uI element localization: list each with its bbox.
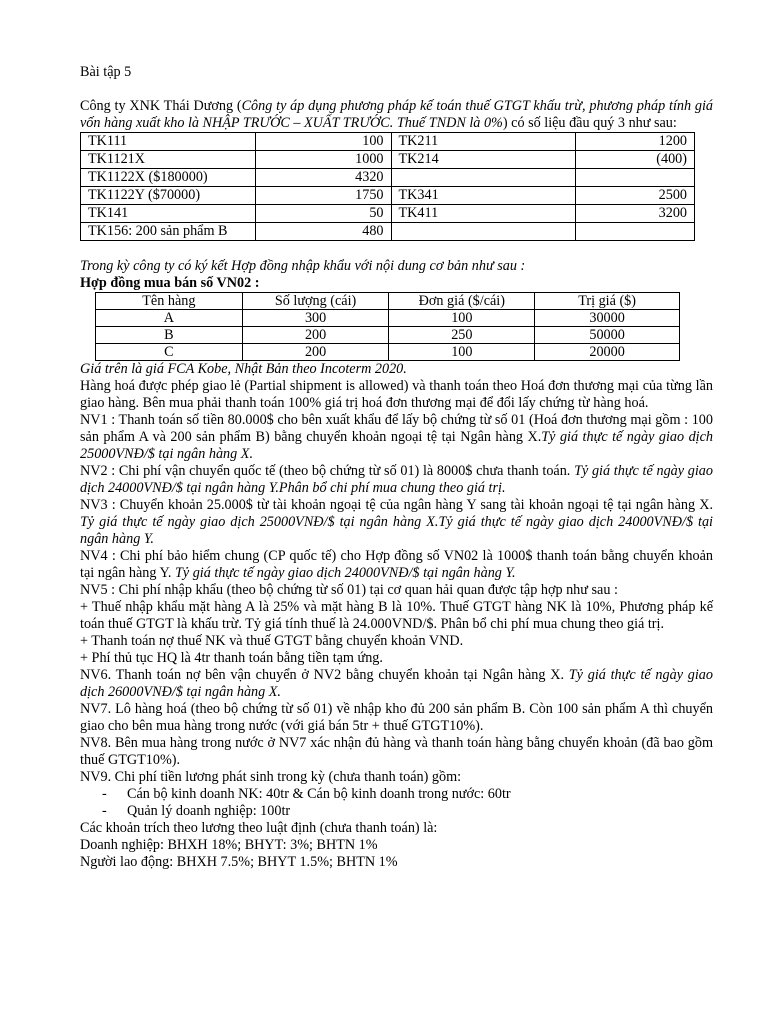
table-row [81, 187, 695, 205]
table-row [81, 133, 695, 151]
table-row [81, 205, 695, 223]
account-name: TK111 [81, 133, 256, 151]
list-item [80, 786, 713, 803]
nv1-rate: Tỷ giá thực tế ngày giao dịch 25000VNĐ/$ tại ngân hàng X. [80, 429, 713, 462]
account-value: 2500 [576, 187, 695, 205]
exercise-title: Bài tập 5 [80, 64, 132, 80]
nv4-text: NV4 : Chi phí bảo hiểm chung (CP quốc tế) cho Hợp đồng số VN02 là 1000$ thanh toán bằng chuyển khoản tại ngân hàng Y. [80, 548, 713, 581]
table-header-row [96, 293, 680, 310]
opening-balance-table [80, 132, 695, 241]
table-cell: 200 [242, 344, 389, 361]
table-cell: 20000 [535, 344, 680, 361]
account-value: 3200 [576, 205, 695, 223]
dash-bullet: - [102, 786, 107, 802]
account-value: 1200 [576, 133, 695, 151]
account-value [576, 223, 695, 241]
table-row [96, 344, 680, 361]
account-name: TK411 [391, 205, 576, 223]
account-name: TK156: 200 sản phẩm B [81, 223, 256, 241]
shipment-note: Hàng hoá được phép giao lẻ (Partial shipment is allowed) và thanh toán theo Hoá đơn thương mại của từng lần giao hàng. Bên mua phải thanh toán 100% giá trị hoá đơn thương mại để đổi lấy chứng từ hàng hoá. [80, 378, 713, 411]
table-cell: A [96, 310, 243, 327]
transaction-nv8: NV8. Bên mua hàng trong nước ở NV7 xác nhận đủ hàng và thanh toán hàng bằng chuyển khoản (đã bao gồm thuế GTGT10%). [80, 735, 713, 768]
nv5-import-tax: + Thuế nhập khẩu mặt hàng A là 25% và mặt hàng B là 10%. Thuế GTGT hàng NK là 10%, Phương pháp kế toán thuế GTGT là khấu trừ. Tỷ giá tính thuế là 24.000VND/$. Phân bổ chi phí mua chung theo giá trị. [80, 599, 713, 632]
nv3-rate: Tỷ giá thực tế ngày giao dịch 25000VNĐ/$ tại ngân hàng X.Tỷ giá thực tế ngày giao dịch 24000VNĐ/$ tại ngân hàng Y. [80, 514, 713, 547]
nv1-text: NV1 : Thanh toán số tiền 80.000$ cho bên xuất khẩu để lấy bộ chứng từ số 01 (Hoá đơn thương mại gồm : 100 sản phẩm A và 200 sản phẩm B) bằng chuyển khoản ngoại tệ tại Ngân hàng X. [80, 412, 713, 445]
table-cell: 30000 [535, 310, 680, 327]
deductions-heading: Các khoản trích theo lương theo luật định (chưa thanh toán) là: [80, 820, 438, 836]
nv6-rate: Tỷ giá thực tế ngày giao dịch 26000VNĐ/$ tại ngân hàng X. [80, 667, 713, 700]
intro-paragraph [80, 98, 713, 132]
contract-intro-text: Trong kỳ công ty có ký kết Hợp đồng nhập khẩu với nội dung cơ bản như sau : [80, 258, 526, 274]
account-value: (400) [576, 151, 695, 169]
account-name [391, 169, 576, 187]
list-item-text: Quản lý doanh nghiệp: 100tr [127, 803, 291, 819]
employee-rates: Người lao động: BHXH 7.5%; BHYT 1.5%; BHTN 1% [80, 854, 398, 870]
account-name: TK1122X ($180000) [81, 169, 256, 187]
column-header: Đơn giá ($/cái) [389, 293, 535, 310]
table-cell: 300 [242, 310, 389, 327]
table-row [81, 223, 695, 241]
table-cell: C [96, 344, 243, 361]
account-value: 100 [255, 133, 391, 151]
list-item [80, 803, 713, 820]
account-name: TK1122Y ($70000) [81, 187, 256, 205]
table-row [96, 327, 680, 344]
document-body [80, 64, 713, 871]
dash-bullet: - [102, 803, 107, 819]
nv2-text: NV2 : Chi phí vận chuyển quốc tế (theo bộ chứng từ số 01) là 8000$ chưa thanh toán. [80, 463, 575, 479]
table-cell: 100 [389, 310, 535, 327]
account-name: TK211 [391, 133, 576, 151]
transaction-nv1 [80, 412, 713, 463]
table-cell: 100 [389, 344, 535, 361]
price-note-text: Giá trên là giá FCA Kobe, Nhật Bản theo Incoterm 2020. [80, 361, 407, 377]
column-header: Số lượng (cái) [242, 293, 389, 310]
account-name: TK214 [391, 151, 576, 169]
table-cell: 250 [389, 327, 535, 344]
transaction-nv9: NV9. Chi phí tiền lương phát sinh trong kỳ (chưa thanh toán) gồm: [80, 769, 462, 785]
account-name [391, 223, 576, 241]
column-header: Trị giá ($) [535, 293, 680, 310]
transaction-nv4 [80, 548, 713, 582]
list-item-text: Cán bộ kinh doanh NK: 40tr & Cán bộ kinh doanh trong nước: 60tr [127, 786, 511, 802]
nv4-rate: Tỷ giá thực tế ngày giao dịch 24000VNĐ/$ tại ngân hàng Y. [174, 565, 516, 581]
account-name: TK141 [81, 205, 256, 223]
contract-table [95, 292, 680, 361]
account-name: TK341 [391, 187, 576, 205]
account-value [576, 169, 695, 187]
table-cell: B [96, 327, 243, 344]
table-row [81, 169, 695, 187]
employer-rates: Doanh nghiệp: BHXH 18%; BHYT: 3%; BHTN 1% [80, 837, 378, 853]
contract-title-text: Hợp đồng mua bán số VN02 : [80, 275, 260, 291]
transaction-nv7: NV7. Lô hàng hoá (theo bộ chứng từ số 01) về nhập kho đủ 200 sản phẩm B. Còn 100 sản phẩm A thì chuyển giao cho bên mua hàng trong nước (với giá bán 5tr + thuế GTGT10%). [80, 701, 713, 734]
nv2-rate: Tỷ giá thực tế ngày giao dịch 24000VNĐ/$ tại ngân hàng Y.Phân bổ chi phí mua chung theo giá trị. [80, 463, 713, 496]
account-value: 480 [255, 223, 391, 241]
nv5-customs-fee: + Phí thủ tục HQ là 4tr thanh toán bằng tiền tạm ứng. [80, 650, 383, 666]
contract-title [80, 275, 713, 292]
transaction-nv6 [80, 667, 713, 701]
price-note [80, 361, 713, 378]
account-value: 1750 [255, 187, 391, 205]
intro-method: Công ty áp dụng phương pháp kế toán thuế GTGT khấu trừ, phương pháp tính giá vốn hàng xuất kho là NHẬP TRƯỚC – XUẤT TRƯỚC. Thuế TNDN là 0% [80, 98, 713, 131]
account-value: 1000 [255, 151, 391, 169]
intro-tail: ) có số liệu đầu quý 3 như sau: [502, 115, 677, 131]
table-cell: 200 [242, 327, 389, 344]
account-value: 50 [255, 205, 391, 223]
transaction-nv5: NV5 : Chi phí nhập khẩu (theo bộ chứng từ số 01) tại cơ quan hải quan được tập hợp như sau : [80, 582, 618, 598]
transaction-nv2 [80, 463, 713, 497]
nv6-text: NV6. Thanh toán nợ bên vận chuyển ở NV2 bằng chuyển khoản tại Ngân hàng X. [80, 667, 569, 683]
intro-company: Công ty XNK Thái Dương ( [80, 98, 242, 114]
column-header: Tên hàng [96, 293, 243, 310]
nv5-payment: + Thanh toán nợ thuế NK và thuế GTGT bằng chuyển khoản VND. [80, 633, 464, 649]
contract-intro [80, 258, 713, 275]
nv3-text: NV3 : Chuyển khoản 25.000$ từ tài khoản ngoại tệ của ngân hàng Y sang tài khoản ngoại tệ tại ngân hàng X. [80, 497, 713, 513]
transaction-nv3 [80, 497, 713, 548]
table-row [96, 310, 680, 327]
table-cell: 50000 [535, 327, 680, 344]
account-name: TK1121X [81, 151, 256, 169]
account-value: 4320 [255, 169, 391, 187]
table-row [81, 151, 695, 169]
